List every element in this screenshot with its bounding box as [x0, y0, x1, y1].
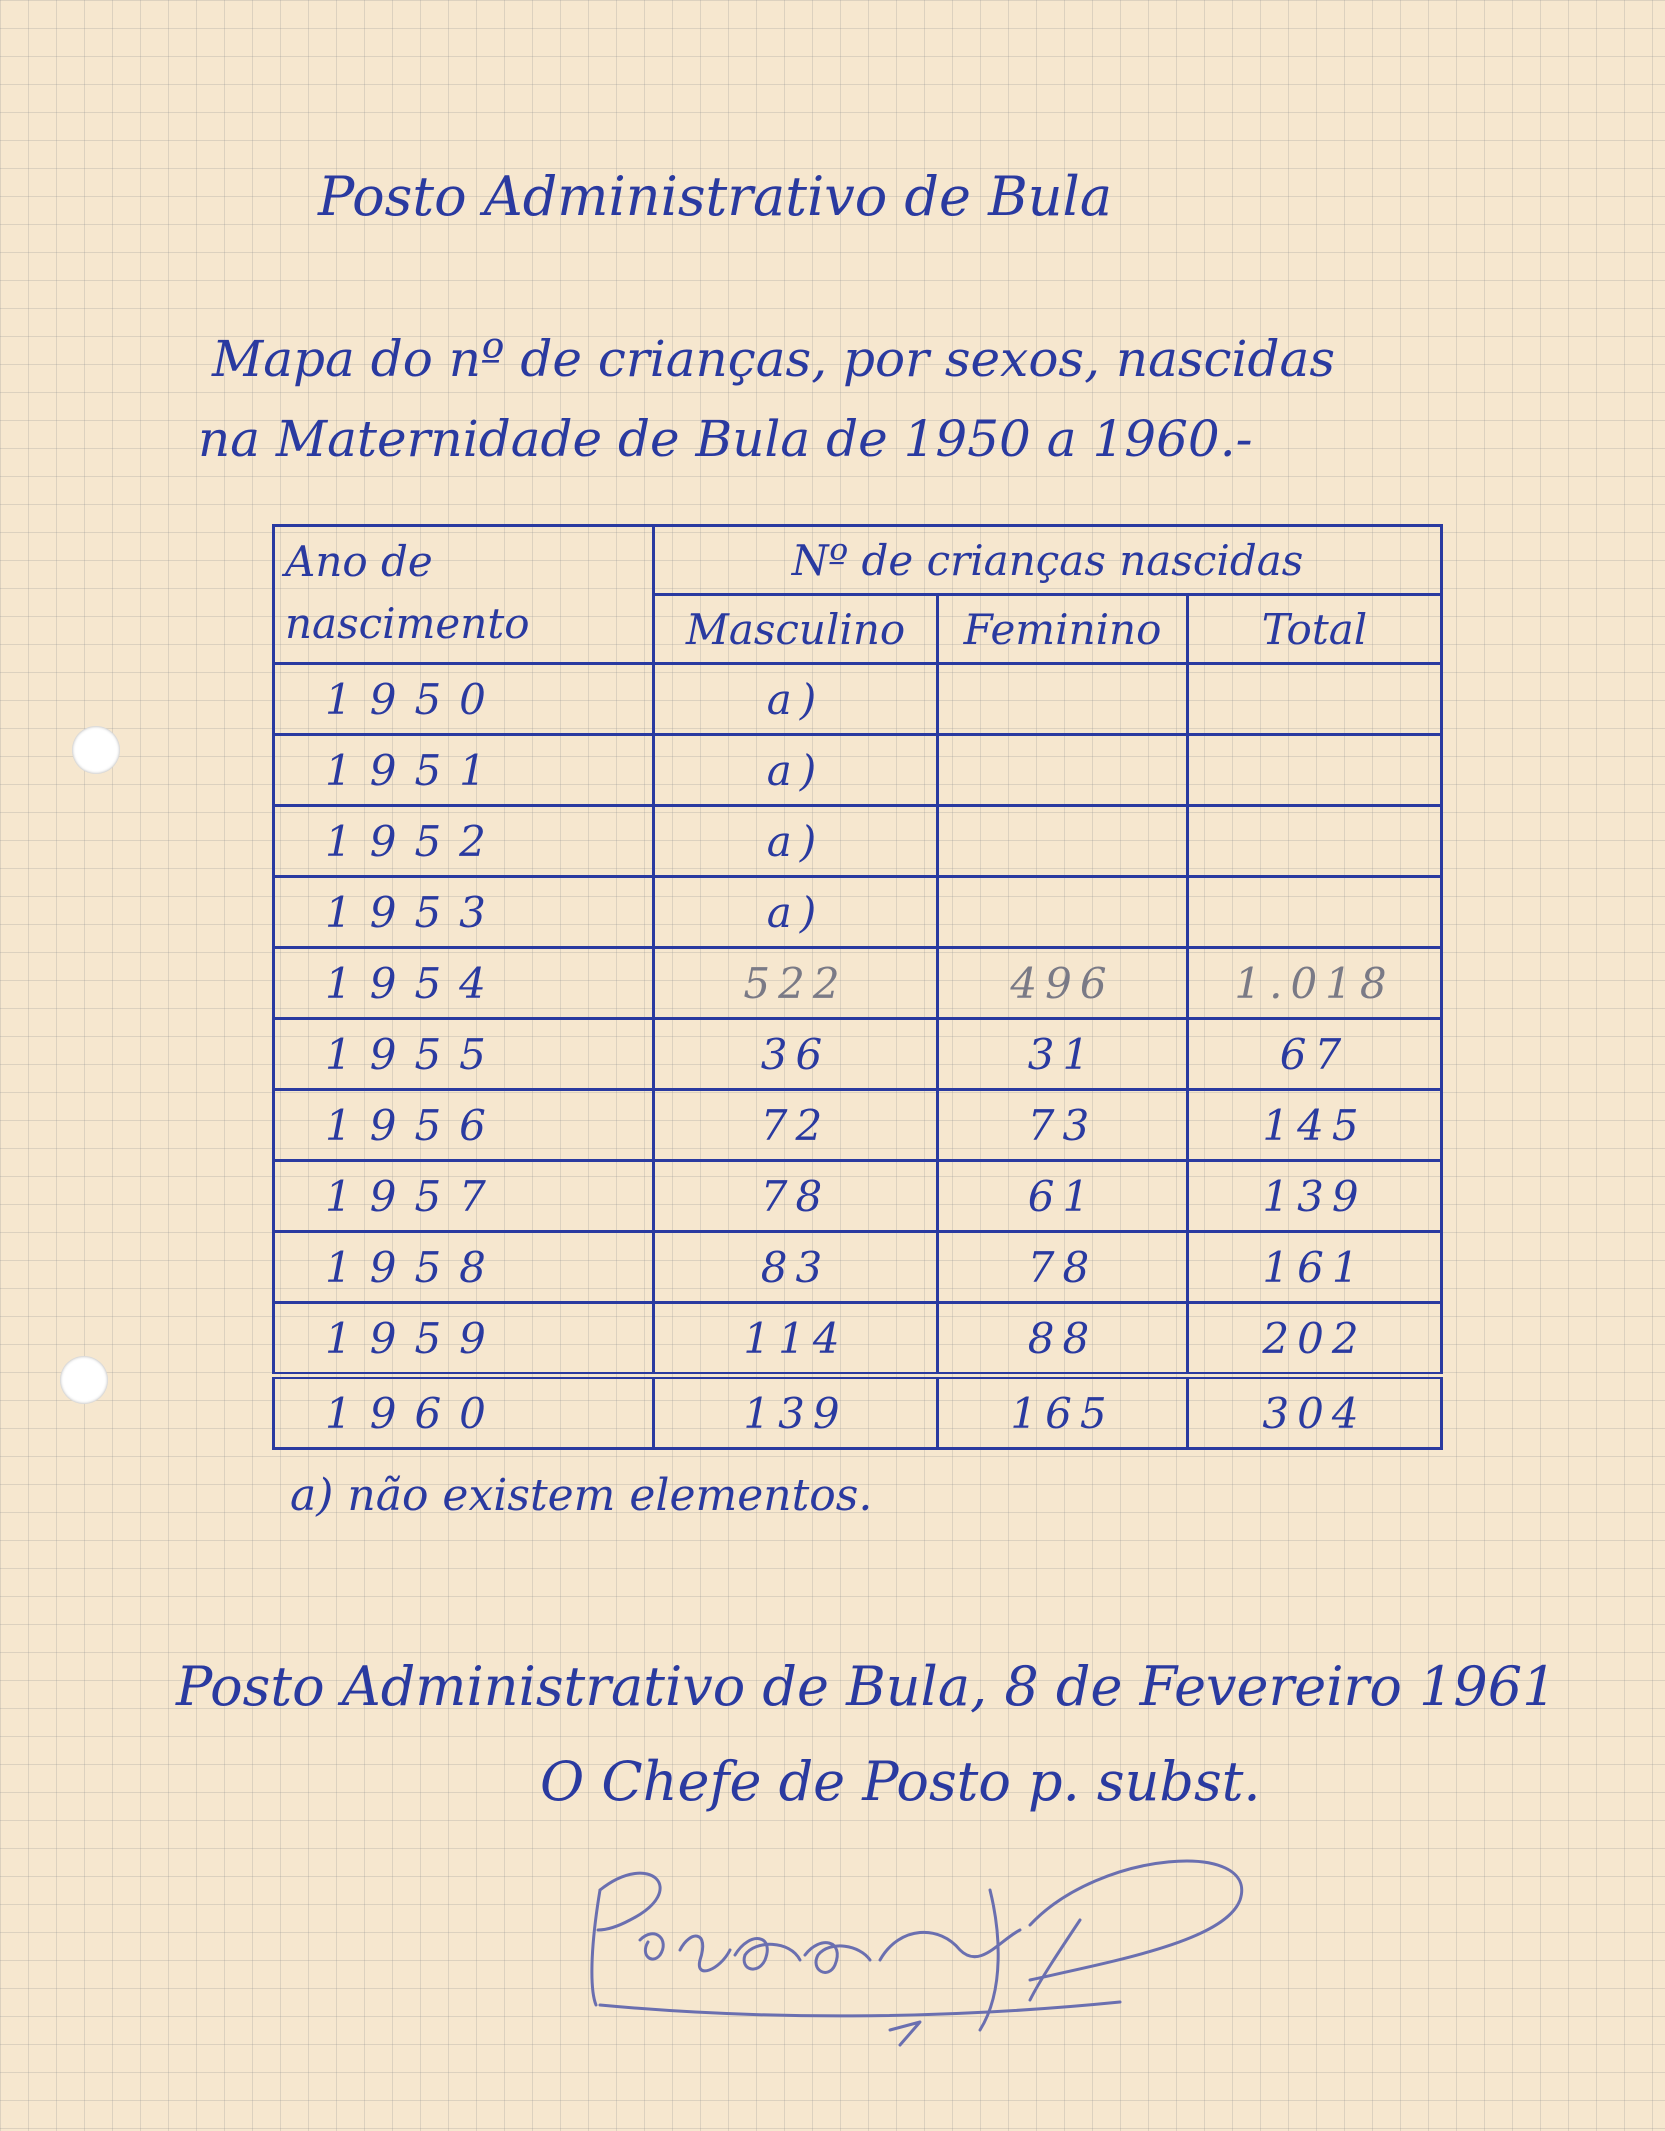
female-cell: 61 — [938, 1161, 1188, 1232]
births-group-header: Nº de crianças nascidas — [654, 526, 1442, 595]
year-cell: 1957 — [274, 1161, 654, 1232]
female-cell: 31 — [938, 1019, 1188, 1090]
punch-hole-bottom — [60, 1356, 108, 1404]
total-cell: 145 — [1188, 1090, 1442, 1161]
table-row — [274, 948, 1442, 1019]
place-date-line: Posto Administrativo de Bula, 8 de Fevereiro 1961 — [176, 1655, 1557, 1718]
year-cell: 1960 — [274, 1376, 654, 1449]
table-row — [274, 1019, 1442, 1090]
male-cell: 522 — [654, 948, 938, 1019]
handwritten-signature — [560, 1830, 1280, 2060]
male-cell: 78 — [654, 1161, 938, 1232]
document-title: Posto Administrativo de Bula — [318, 165, 1113, 228]
year-cell: 1952 — [274, 806, 654, 877]
table-row — [274, 806, 1442, 877]
female-cell — [938, 664, 1188, 735]
year-cell: 1958 — [274, 1232, 654, 1303]
total-cell: 304 — [1188, 1376, 1442, 1449]
year-cell: 1955 — [274, 1019, 654, 1090]
footnote: a) não existem elementos. — [290, 1470, 873, 1521]
year-cell: 1954 — [274, 948, 654, 1019]
female-cell — [938, 877, 1188, 948]
year-cell: 1956 — [274, 1090, 654, 1161]
male-cell: a) — [654, 806, 938, 877]
female-cell: 73 — [938, 1090, 1188, 1161]
document-subtitle-line1: Mapa do nº de crianças, por sexos, nascidas — [212, 330, 1336, 388]
female-cell — [938, 806, 1188, 877]
male-cell: a) — [654, 877, 938, 948]
year-cell: 1959 — [274, 1303, 654, 1376]
male-cell: a) — [654, 735, 938, 806]
male-cell: 83 — [654, 1232, 938, 1303]
year-cell: 1951 — [274, 735, 654, 806]
total-cell — [1188, 735, 1442, 806]
total-cell — [1188, 806, 1442, 877]
male-cell: a) — [654, 664, 938, 735]
total-column-header: Total — [1188, 595, 1442, 664]
male-column-header: Masculino — [654, 595, 938, 664]
table-row — [274, 1303, 1442, 1376]
female-cell — [938, 735, 1188, 806]
male-cell: 139 — [654, 1376, 938, 1449]
total-cell — [1188, 877, 1442, 948]
total-cell: 161 — [1188, 1232, 1442, 1303]
female-cell: 165 — [938, 1376, 1188, 1449]
female-column-header: Feminino — [938, 595, 1188, 664]
female-cell: 88 — [938, 1303, 1188, 1376]
total-cell: 1.018 — [1188, 948, 1442, 1019]
table-row — [274, 877, 1442, 948]
table-row — [274, 1161, 1442, 1232]
table-row — [274, 1232, 1442, 1303]
table-row — [274, 735, 1442, 806]
table-row — [274, 1376, 1442, 1449]
year-cell: 1950 — [274, 664, 654, 735]
punch-hole-top — [72, 726, 120, 774]
total-cell: 67 — [1188, 1019, 1442, 1090]
births-table — [272, 524, 1443, 1450]
year-cell: 1953 — [274, 877, 654, 948]
document-subtitle-line2: na Maternidade de Bula de 1950 a 1960.- — [198, 410, 1253, 468]
table-row — [274, 1090, 1442, 1161]
female-cell: 78 — [938, 1232, 1188, 1303]
table-row — [274, 664, 1442, 735]
year-column-header: Ano de nascimento — [274, 526, 654, 664]
male-cell: 114 — [654, 1303, 938, 1376]
female-cell: 496 — [938, 948, 1188, 1019]
total-cell: 139 — [1188, 1161, 1442, 1232]
signatory-title: O Chefe de Posto p. subst. — [540, 1750, 1261, 1813]
total-cell — [1188, 664, 1442, 735]
male-cell: 72 — [654, 1090, 938, 1161]
total-cell: 202 — [1188, 1303, 1442, 1376]
male-cell: 36 — [654, 1019, 938, 1090]
